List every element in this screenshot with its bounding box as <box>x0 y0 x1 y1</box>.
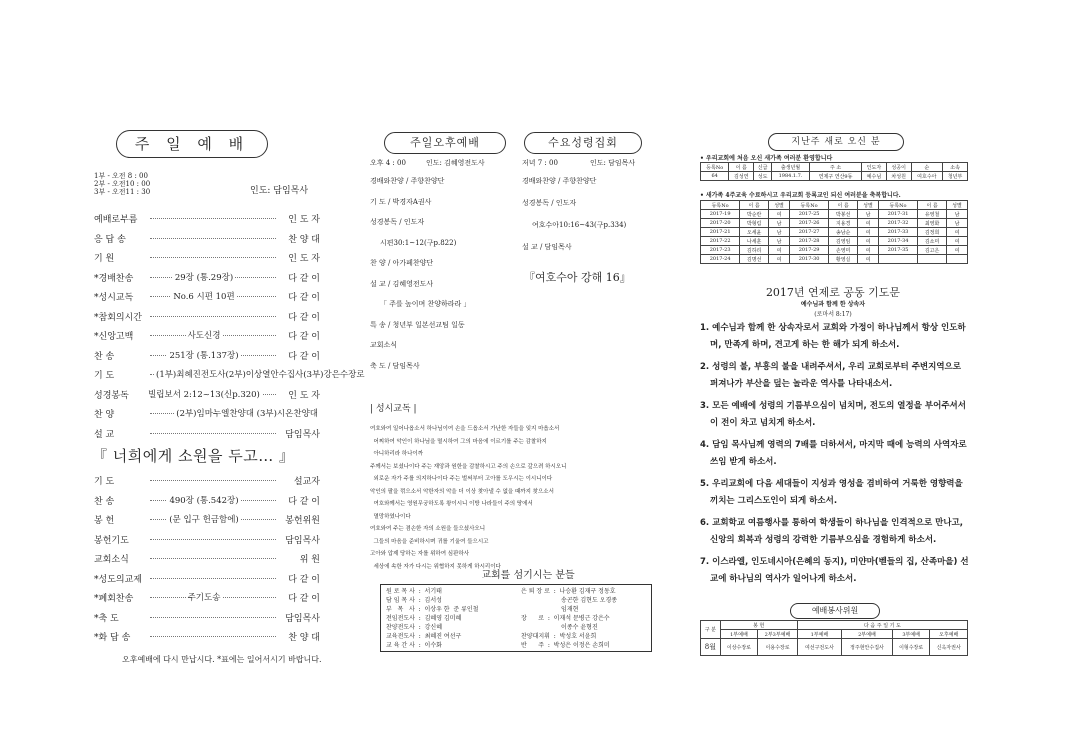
registration-cell: 여 <box>858 237 879 246</box>
registration-cell: 남 <box>769 219 790 228</box>
registration-cell: 여 <box>947 246 968 255</box>
order-item: 성경봉독 / 인도자 <box>370 218 425 226</box>
psalm-line: 아니하리라 하나이까 <box>370 451 424 457</box>
prayer-item: 6. 교회학교 여름행사를 통하여 학생들이 하나님을 인격적으로 만나고, 신앙의 회복과 성령의 강력한 기름부으심을 경험하게 하소서. <box>700 518 963 545</box>
server-line: 교 육 간 사 : 이수화 <box>386 642 442 649</box>
registration-cell: 손영미 <box>829 246 858 255</box>
item-detail: 사도신경 <box>187 331 221 341</box>
item-role: 담임목사 <box>283 427 320 440</box>
order-item: 경배와찬양 / 주향찬양단 <box>522 177 597 185</box>
item-role: 다 같 이 <box>286 271 320 284</box>
registration-header: 등록No <box>878 201 917 210</box>
registration-cell: 남 <box>947 210 968 219</box>
wednesday-leader: 인도: 담임목사 <box>590 159 636 167</box>
dot-leader <box>150 238 276 239</box>
psalm-line: 주께서는 보셨나이다 주는 재앙과 원한을 감찰하시고 주의 손으로 갚으려 하시오니 <box>370 463 567 470</box>
registration-cell: 박순란 <box>740 210 769 219</box>
item-role: 인 도 자 <box>286 388 320 401</box>
registration-cell: 나세훈 <box>740 237 769 246</box>
registration-cell: 2017-30 <box>789 255 828 264</box>
newcomer-header: 인도자 <box>862 163 887 172</box>
newcomer-cell: 차성원 <box>886 172 911 181</box>
item-role: 설교자 <box>292 474 320 487</box>
prayer-reference: (로마서 8:17) <box>814 311 852 318</box>
item-detail: 490장 (통.542장) <box>169 495 239 506</box>
psalm-line: 외로운 자가 주를 의지하나이다 주는 벌써부터 고아를 도우시는 이시니이다 <box>370 476 553 482</box>
serve-subheader: 2부3부예배 <box>758 630 798 639</box>
table-row <box>701 255 968 264</box>
order-of-worship-2 <box>94 474 320 644</box>
registration-cell: 2017-32 <box>878 219 917 228</box>
registration-cell: 2017-20 <box>701 219 740 228</box>
worship-item <box>94 368 365 382</box>
item-detail: 주기도송 <box>187 593 221 603</box>
registration-cell: 2017-25 <box>789 210 828 219</box>
server-line: 전임전도사 : 김혜영 김미혜 <box>386 615 462 622</box>
registration-header: 이 름 <box>829 201 858 210</box>
registration-header: 성별 <box>858 201 879 210</box>
server-line: 찬양대지휘 : 박성호 서윤희 <box>521 633 597 640</box>
table-row <box>701 228 968 237</box>
worship-item <box>94 572 320 586</box>
prayer-list <box>700 320 970 593</box>
registration-cell: 남 <box>947 219 968 228</box>
service-leader: 인도: 담임목사 <box>250 186 309 196</box>
table-row <box>701 219 968 228</box>
item-role: 봉헌위원 <box>283 513 320 526</box>
server-line: 반 주 : 박성은 이정은 손희미 <box>521 642 610 649</box>
serve-subheader: 2부예배 <box>842 630 893 639</box>
item-detail: 251장 (통.137장) <box>169 350 239 361</box>
serve-header: 다 음 주 일 기 도 <box>797 621 967 630</box>
order-item: 기 도 / 박경자A권사 <box>370 197 432 206</box>
item-role: 담임목사 <box>283 533 320 546</box>
dot-leader <box>150 433 276 434</box>
item-role: 찬 양 대 <box>286 630 320 643</box>
server-line: 부 목 사 : 이상우 한 준 류인철 <box>386 606 479 613</box>
registration-cell: 2017-23 <box>701 246 740 255</box>
serve-cell: 신옥자권사 <box>930 639 968 656</box>
registration-cell: 박봉선 <box>829 210 858 219</box>
server-line: 송곤한 김현도 오경종 <box>521 597 618 604</box>
item-detail: No.6 시편 10편 <box>173 292 235 302</box>
worship-item <box>94 271 320 285</box>
item-label: *폐회찬송 <box>94 594 134 604</box>
psalm-line: 고아와 압제 당하는 자를 위하여 심판하사 <box>370 551 470 557</box>
registration-cell: 여 <box>858 219 879 228</box>
item-label: 찬 송 <box>94 351 115 362</box>
item-label: 봉헌기도 <box>94 535 129 546</box>
serve-subheader: 1부예배 <box>797 630 841 639</box>
worship-item <box>94 251 320 265</box>
registration-cell <box>878 255 917 264</box>
registration-cell <box>947 255 968 264</box>
servers-left <box>386 587 478 650</box>
serve-cell: 정주현안수집사 <box>842 639 893 656</box>
serve-cell: 여선구전도사 <box>797 639 841 656</box>
registration-cell: 2017-35 <box>878 246 917 255</box>
item-label: *성도의교제 <box>94 574 142 585</box>
item-label: 기 원 <box>94 254 115 264</box>
afternoon-service-title: 주일오후예배 <box>384 132 506 154</box>
dot-leader <box>150 558 276 559</box>
item-label: 응 답 송 <box>94 234 126 245</box>
registration-note: • 새가족 4주교육 수료하시고 우리교회 등록교인 되신 여러분을 축복합니다. <box>700 192 901 199</box>
server-line: 찬양전도사 : 강신혜 <box>386 624 443 631</box>
service-times: 1부 - 오전 8 : 00 2부 - 오전10 : 00 3부 - 오전11 : 30 <box>94 172 151 196</box>
welcome-note: • 우리교회에 처음 오신 새가족 여러분 환영합니다 <box>700 155 833 162</box>
registration-cell: 김하리 <box>740 246 769 255</box>
dot-leader <box>150 480 276 481</box>
serve-subheader: 1부예배 <box>720 630 758 639</box>
registration-cell: 황영실 <box>829 255 858 264</box>
item-label: *화 답 송 <box>94 633 131 643</box>
serve-month: 8월 <box>701 639 721 656</box>
item-role: 다 같 이 <box>286 329 320 342</box>
psalm-title: | 성시교독 | <box>370 404 417 414</box>
order-item: 「 주를 높이며 찬양하라라 」 <box>380 300 471 308</box>
psalm-line: 여호와여 주는 겸손한 자의 소원을 들으셨사오니 <box>370 526 486 532</box>
newcomer-header: 출생년월 <box>772 163 810 172</box>
item-detail: (문 입구 헌금함에) <box>169 515 239 525</box>
registration-header: 성별 <box>947 201 968 210</box>
worship-item <box>94 290 320 304</box>
registration-cell: 2017-21 <box>701 228 740 237</box>
item-label: *참회의시간 <box>94 312 142 323</box>
server-line: 장 로 : 이재석 문병근 강은수 <box>521 615 610 622</box>
item-role: 다 같 이 <box>286 349 320 362</box>
worship-item <box>94 494 320 508</box>
serve-title: 예배봉사위원 <box>790 603 880 619</box>
registration-cell: 여 <box>858 228 879 237</box>
server-line: 교육전도사 : 최혜진 여선구 <box>386 633 462 640</box>
worship-item <box>94 533 320 547</box>
prayer-subtitle: 예수님과 함께 한 상속자 <box>800 301 866 308</box>
registration-cell: 김정희 <box>918 228 947 237</box>
server-line: 은 퇴 장 로 : 나승환 김재구 정동호 <box>521 588 616 595</box>
newcomer-cell: 연제구 연산9동 <box>810 172 862 181</box>
item-detail: (1부)최혜진전도사(2부)이상열안수집사(3부)강은수장로 <box>156 370 365 380</box>
item-role: 찬 양 대 <box>286 232 320 245</box>
item-role: 다 같 이 <box>286 310 320 323</box>
afternoon-leader: 인도: 김혜영전도사 <box>426 159 485 167</box>
prayer-item: 5. 우리교회에 다음 세대들이 지성과 영성을 겸비하여 거룩한 영향력을 끼치는 그리스도인이 되게 하소서. <box>700 479 963 506</box>
wednesday-service-title: 수요성령집회 <box>524 132 642 154</box>
servers-right <box>521 587 617 650</box>
serve-table <box>700 620 968 656</box>
newcomer-header: 등록No <box>701 163 729 172</box>
newcomer-table <box>700 162 968 181</box>
item-role: 인 도 자 <box>286 212 320 225</box>
registration-cell: 오세윤 <box>740 228 769 237</box>
registration-cell: 여 <box>947 237 968 246</box>
registration-cell: 2017-22 <box>701 237 740 246</box>
table-row <box>701 237 968 246</box>
registration-cell: 2017-28 <box>789 237 828 246</box>
registration-cell: 2017-26 <box>789 219 828 228</box>
registration-header: 등록No <box>789 201 828 210</box>
registration-cell: 유영철 <box>918 210 947 219</box>
prayer-title: 2017년 연제로 공동 기도문 <box>765 286 901 299</box>
registration-cell: 박형림 <box>740 219 769 228</box>
worship-item <box>94 427 320 441</box>
item-detail: 빌립보서 2:12~13(신p.320) <box>148 389 260 400</box>
registration-cell: 2017-24 <box>701 255 740 264</box>
item-role: 인 도 자 <box>286 251 320 264</box>
wednesday-time: 저녁 7 : 00 <box>522 159 558 167</box>
registration-cell: 여 <box>769 255 790 264</box>
dot-leader <box>150 316 276 317</box>
newcomer-header: 주 소 <box>810 163 862 172</box>
registration-cell: 김영임 <box>829 237 858 246</box>
item-label: *신앙고백 <box>94 332 134 342</box>
newcomer-cell: 청년부 <box>943 172 968 181</box>
registration-cell: 여 <box>769 246 790 255</box>
registration-cell: 2017-19 <box>701 210 740 219</box>
prayer-item: 4. 담임 목사님께 영력의 7배를 더하셔서, 마지막 때에 능력의 사역자로 쓰임 받게 하소서. <box>700 440 967 467</box>
registration-cell: 2017-29 <box>789 246 828 255</box>
order-item: 축 도 / 담임목사 <box>370 361 420 370</box>
order-item: 여호수아10:16~43(구p.334) <box>532 221 627 229</box>
worship-item <box>94 388 320 402</box>
order-item: 경배와찬양 / 주향찬양단 <box>370 177 445 185</box>
item-label: 찬 양 <box>94 410 115 420</box>
psalm-line: 어찌하여 악인이 하나님을 멸시하여 그의 마음에 이르기를 주는 감찰하지 <box>370 438 547 445</box>
registration-cell: 2017-34 <box>878 237 917 246</box>
newcomer-header: 신급 <box>754 163 772 172</box>
registration-header: 이 름 <box>918 201 947 210</box>
order-item: 찬 양 / 아가페찬양단 <box>370 259 434 267</box>
server-line: 원 로 목 사 : 서기태 <box>386 588 442 595</box>
registration-cell: 여 <box>858 246 879 255</box>
item-label: 설 교 <box>94 429 115 440</box>
registration-header: 이 름 <box>740 201 769 210</box>
registration-header: 등록No <box>701 201 740 210</box>
serve-subheader: 오후예배 <box>930 630 968 639</box>
item-label: 기 도 <box>94 477 115 487</box>
newcomer-header: 이 름 <box>729 163 754 172</box>
registration-cell: 최영화 <box>918 219 947 228</box>
order-item: 교회소식 <box>370 341 398 349</box>
psalm-text <box>370 423 670 573</box>
registration-table <box>700 200 968 264</box>
registration-header: 성별 <box>769 201 790 210</box>
registration-cell: 여 <box>858 255 879 264</box>
item-label: 찬 송 <box>94 496 115 507</box>
worship-item <box>94 552 320 566</box>
prayer-item: 1. 예수님과 함께 한 상속자로서 교회와 가정이 하나님께서 항상 인도하며, 만족게 하며, 견고게 하는 한 해가 되게 하소서. <box>700 323 966 350</box>
table-row <box>701 246 968 255</box>
worship-item <box>94 407 320 421</box>
table-row <box>701 210 968 219</box>
registration-cell: 김소미 <box>918 237 947 246</box>
worship-item <box>94 329 320 343</box>
item-label: *성시교독 <box>94 293 134 303</box>
registration-cell: 남 <box>769 237 790 246</box>
serve-header: 봉 헌 <box>720 621 797 630</box>
item-role: 다 같 이 <box>286 591 320 604</box>
registration-cell: 2017-27 <box>789 228 828 237</box>
registration-cell: 김고은 <box>918 246 947 255</box>
registration-cell: 송남순 <box>829 228 858 237</box>
psalm-line: 세상에 속한 자가 다시는 위협하지 못하게 하시리이다 <box>370 563 501 570</box>
item-label: 봉 헌 <box>94 516 115 526</box>
sermon-title: 『 너희에게 소원을 두고… 』 <box>92 447 295 465</box>
dot-leader <box>150 218 276 219</box>
item-role: 담임목사 <box>283 611 320 624</box>
server-line: 임재현 <box>521 606 579 613</box>
item-role: 다 같 이 <box>286 494 320 507</box>
worship-item <box>94 310 320 324</box>
registration-cell: 남 <box>769 228 790 237</box>
item-label: 예배로부름 <box>94 215 138 225</box>
newcomer-cell: 성도 <box>754 172 772 181</box>
item-detail: (2부)임마누엘찬양대 (3부)시온찬양대 <box>176 409 318 419</box>
dot-leader <box>150 636 276 637</box>
prayer-item: 3. 모든 예배에 성령의 기름부으심이 넘치며, 전도의 열정을 부어주셔서 이 전이 차고 넘치게 하소서. <box>700 401 966 428</box>
newcomer-cell: 여호수아 <box>911 172 943 181</box>
item-role: 위 원 <box>298 552 320 565</box>
item-role: 다 같 이 <box>286 290 320 303</box>
newcomer-header: 소속 <box>943 163 968 172</box>
registration-cell: 2017-31 <box>878 210 917 219</box>
serve-cell: 이용수장로 <box>758 639 798 656</box>
newcomer-cell: 64 <box>701 172 729 181</box>
item-role: 다 같 이 <box>286 572 320 585</box>
order-item: 설 교 / 담임목사 <box>522 243 572 251</box>
newcomer-cell: 1984.1.7. <box>772 172 810 181</box>
prayer-item: 2. 성령의 불, 부흥의 불을 내려주셔서, 우리 교회로부터 주변지역으로 퍼져나가 부산을 덮는 놀라운 역사를 나타내소서. <box>700 362 961 389</box>
sunday-service-title: 주 일 예 배 <box>116 130 268 158</box>
registration-cell: 여 <box>769 210 790 219</box>
server-line: 이종수 윤형진 <box>521 624 598 631</box>
dot-leader <box>150 257 276 258</box>
serve-cell: 이형수장로 <box>892 639 930 656</box>
worship-item <box>94 591 320 605</box>
registration-cell: 지용경 <box>829 219 858 228</box>
psalm-line: 그들의 마음을 준비하시며 귀를 기울여 들으시고 <box>370 538 489 545</box>
order-of-worship <box>94 212 365 442</box>
item-label: 성경봉독 <box>94 390 129 401</box>
psalm-line: 여호와여 일어나옵소서 하나님이여 손을 드옵소서 가난한 자들을 잊지 마옵소서 <box>370 426 560 432</box>
dot-leader <box>150 578 276 579</box>
footer-note: 오후예배에 다시 만납시다. *표에는 일어서시기 바랍니다. <box>122 655 322 664</box>
item-label: *경배찬송 <box>94 273 134 284</box>
worship-item <box>94 611 320 625</box>
order-item: 시편30:1~12(구p.822) <box>380 238 457 247</box>
dot-leader <box>150 617 276 618</box>
afternoon-time: 오후 4 : 00 <box>370 159 406 167</box>
psalm-line: 멸망하였나이다 <box>370 513 411 520</box>
registration-cell: 김명선 <box>740 255 769 264</box>
registration-cell: 여 <box>947 228 968 237</box>
worship-item <box>94 474 320 488</box>
newcomer-header: 순 <box>911 163 943 172</box>
order-item: 성경봉독 / 인도자 <box>522 199 577 207</box>
worship-item <box>94 212 320 226</box>
server-line: 담 임 목 사 : 김서성 <box>386 597 442 604</box>
worship-item <box>94 513 320 527</box>
servers-title: 교회를 섬기시는 분들 <box>481 570 575 581</box>
newcomer-header: 성공이 <box>886 163 911 172</box>
item-label: 교회소식 <box>94 555 129 565</box>
newcomer-cell: 예수님 <box>862 172 887 181</box>
newcomer-cell: 김성연 <box>729 172 754 181</box>
newcomers-title: 지난주 새로 오신 분 <box>768 133 904 151</box>
item-label: *축 도 <box>94 613 119 624</box>
worship-item <box>94 232 320 246</box>
registration-cell <box>918 255 947 264</box>
prayer-item: 7. 이스라엘, 인도네시아(은혜의 동지), 미얀마(벧들의 집, 산족마을) 선교에 하나님의 역사가 일어나게 하소서. <box>700 557 969 584</box>
order-item: 설 교 / 김혜영전도사 <box>370 279 434 288</box>
order-item: 특 송 / 청년부 일본선교팀 일동 <box>370 320 465 329</box>
item-detail: 29장 (통.29장) <box>174 272 234 283</box>
registration-cell: 남 <box>858 210 879 219</box>
worship-item <box>94 349 320 363</box>
serve-cell: 이상수장로 <box>720 639 758 656</box>
registration-cell: 2017-33 <box>878 228 917 237</box>
psalm-line: 악인의 팔을 꺾으소서 악한자의 악을 더 이상 찾아낼 수 없을 때까지 찾으소서 <box>370 488 554 495</box>
worship-item <box>94 630 320 644</box>
item-label: 기 도 <box>94 371 115 381</box>
wednesday-sermon: 『여호수아 강해 16』 <box>524 271 631 284</box>
serve-header: 구 분 <box>701 621 721 639</box>
dot-leader <box>150 539 276 540</box>
serve-subheader: 3부예배 <box>892 630 930 639</box>
psalm-line: 여호와께서는 영원무궁하도록 왕이시니 이방 나라들이 주의 땅에서 <box>370 501 533 507</box>
